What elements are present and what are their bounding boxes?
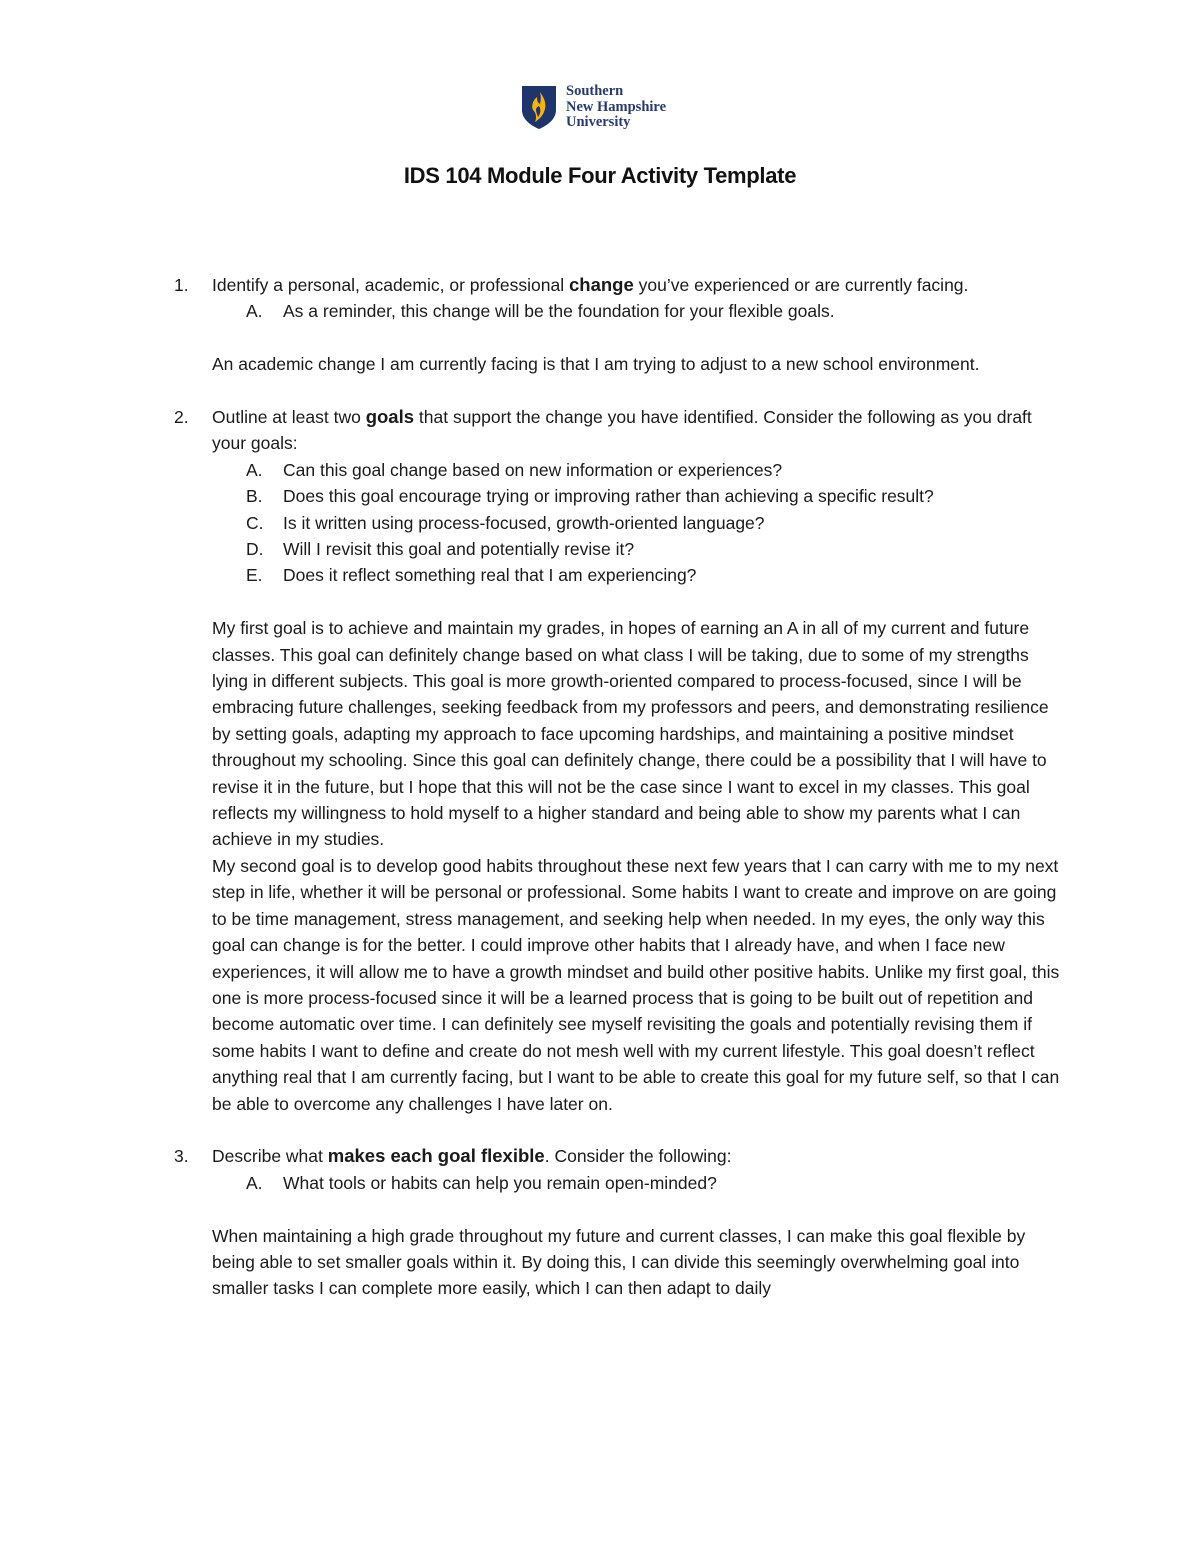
document-title: IDS 104 Module Four Activity Template	[403, 163, 797, 188]
question-text: Describe what	[212, 1146, 328, 1167]
question-keyword: makes each goal flexible	[327, 1145, 545, 1167]
question-1	[174, 272, 1062, 298]
question-keyword: change	[569, 274, 634, 295]
logo-wordmark	[566, 84, 666, 131]
logo-line-1: Southern	[566, 83, 624, 99]
sub-item-text: Does this goal encourage trying or improving rather than achieving a specific result?	[283, 486, 934, 507]
sub-item	[212, 298, 1062, 324]
question-text: Identify a personal, academic, or professional	[212, 275, 569, 295]
question-text: Outline at least two	[212, 407, 366, 427]
logo-line-2: New Hampshire	[566, 98, 667, 115]
answer-paragraph-goal-2: My second goal is to develop good habits throughout these next few years that I can carry with me to my next step in life, whether it will be personal or professional. Some habits I want to create and improve on are going to be time management, stress management, and seeking help when needed. In my eyes, the only way this goal can change is for the better. I could improve other habits that I already have, and when I face new experiences, it will allow me to have a growth mindset and build other positive habits. Unlike my first goal, this one is more process-focused since it will be a learned process that is going to be built out of repetition and become automatic over time. I can definitely see myself revisiting the goals and potentially revising them if some habits I want to define and create do not mesh well with my current lifestyle. This goal doesn’t reflect anything real that I am currently facing, but I want to be able to create this goal for my future self, so that I can be able to overcome any challenges I have later on.	[212, 855, 1060, 1114]
sub-item-text: Does it reflect something real that I am experiencing?	[283, 565, 697, 586]
logo-line-3: University	[566, 114, 631, 130]
sub-item-text: As a reminder, this change will be the foundation for your flexible goals.	[283, 301, 835, 322]
question-number: 1.	[174, 275, 189, 295]
sub-item	[212, 562, 1062, 588]
sub-item-letter: A.	[246, 301, 263, 322]
question-text-end: . Consider the following:	[544, 1146, 732, 1167]
sub-item	[212, 483, 1062, 509]
sub-item-letter: C.	[246, 512, 264, 533]
question-number: 2.	[174, 407, 189, 427]
question-text-end: you’ve experienced or are currently facing.	[633, 275, 969, 295]
sub-item-letter: B.	[246, 486, 263, 507]
sub-item-letter: E.	[246, 565, 263, 586]
answer-paragraph-goal-1: My first goal is to achieve and maintain my grades, in hopes of earning an A in all of my current and future classes. This goal can definitely change based on what class I will be taking, due to some of my strengths lying in different subjects. This goal is more growth-oriented compared to process-focused, since I will be embracing future challenges, seeking feedback from my professors and peers, and demonstrating resilience by setting goals, adapting my approach to face upcoming hardships, and maintaining a positive mindset throughout my schooling. Since this goal can definitely change, there could be a possibility that I will have to revise it in the future, but I hope that this will not be the case since I want to excel in my classes. This goal reflects my willingness to hold myself to a higher standard and being able to show my parents what I can achieve in my studies.	[212, 618, 1049, 850]
sub-item-letter: A.	[246, 459, 263, 480]
sub-item	[212, 510, 1062, 536]
question-text-end: that support the change you have identified. Consider the following as you draft your goals:	[212, 407, 1032, 454]
question-number: 3.	[174, 1146, 189, 1167]
question-3	[174, 1143, 1062, 1169]
sub-item	[212, 536, 1062, 562]
sub-item-letter: D.	[246, 539, 264, 560]
shield-flame-icon	[520, 84, 558, 130]
document-body	[174, 272, 1062, 1302]
sub-item	[212, 1170, 1062, 1196]
sub-item-text: Is it written using process-focused, growth-oriented language?	[283, 512, 765, 533]
university-logo	[520, 84, 666, 131]
sub-item-text: Can this goal change based on new information or experiences?	[283, 459, 783, 480]
sub-item-text: What tools or habits can help you remain open-minded?	[283, 1172, 717, 1193]
answer-paragraph: When maintaining a high grade throughout my future and current classes, I can make this goal flexible by being able to set smaller goals within it. By doing this, I can divide this seemingly overwhelming goal into smaller tasks I can complete more easily, which I can then adapt to daily	[212, 1225, 1026, 1299]
question-2	[174, 404, 1062, 457]
sub-item-letter: A.	[246, 1172, 263, 1193]
sub-item-text: Will I revisit this goal and potentially revise it?	[283, 539, 635, 560]
sub-item	[212, 457, 1062, 483]
question-keyword: goals	[365, 406, 415, 427]
answer-paragraph: An academic change I am currently facing is that I am trying to adjust to a new school environment.	[212, 354, 980, 375]
